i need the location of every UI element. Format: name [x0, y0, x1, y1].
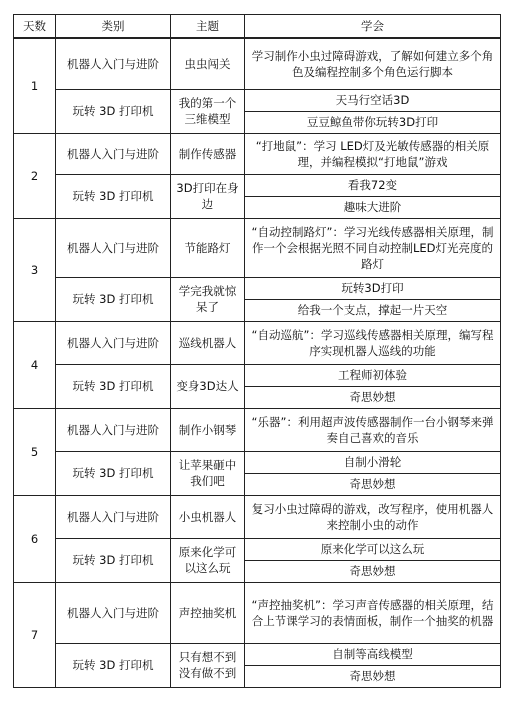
table-row — [14, 582, 501, 643]
topic-cell: 原来化学可以这么玩 — [171, 538, 245, 582]
learn-cell: “自动巡航”：学习巡线传感器相关原理，编写程序实现机器人巡线的功能 — [245, 321, 501, 364]
table-row — [14, 538, 501, 560]
table-row — [14, 451, 501, 473]
day-number-cell: 7 — [14, 582, 56, 687]
header-learn: 学会 — [245, 15, 501, 39]
learn-cell: 奇思妙想 — [245, 665, 501, 687]
category-cell: 机器人入门与进阶 — [56, 582, 171, 643]
day-number-cell: 6 — [14, 495, 56, 582]
day-number-cell: 5 — [14, 408, 56, 495]
table-row — [14, 408, 501, 451]
topic-cell: 只有想不到没有做不到 — [171, 643, 245, 687]
topic-cell: 节能路灯 — [171, 218, 245, 277]
day-number-cell: 1 — [14, 38, 56, 133]
header-day: 天数 — [14, 15, 56, 39]
header-category: 类别 — [56, 15, 171, 39]
learn-cell: 自制等高线模型 — [245, 643, 501, 665]
category-cell: 机器人入门与进阶 — [56, 321, 171, 364]
category-cell: 机器人入门与进阶 — [56, 218, 171, 277]
day-number-cell: 4 — [14, 321, 56, 408]
course-schedule-table — [13, 14, 501, 688]
table-row — [14, 364, 501, 386]
category-cell: 机器人入门与进阶 — [56, 133, 171, 174]
category-cell: 玩转 3D 打印机 — [56, 174, 171, 218]
table-row — [14, 133, 501, 174]
table-row — [14, 277, 501, 299]
learn-cell: 豆豆鲸鱼带你玩转3D打印 — [245, 111, 501, 133]
category-cell: 玩转 3D 打印机 — [56, 364, 171, 408]
category-cell: 机器人入门与进阶 — [56, 38, 171, 89]
table-row — [14, 174, 501, 196]
day-number-cell: 3 — [14, 218, 56, 321]
learn-cell: 工程师初体验 — [245, 364, 501, 386]
category-cell: 玩转 3D 打印机 — [56, 451, 171, 495]
learn-cell: “自动控制路灯”：学习光线传感器相关原理，制作一个会根据光照不同自动控制LED灯光亮度的路灯 — [245, 218, 501, 277]
topic-cell: 制作传感器 — [171, 133, 245, 174]
category-cell: 玩转 3D 打印机 — [56, 643, 171, 687]
category-cell: 玩转 3D 打印机 — [56, 89, 171, 133]
learn-cell: 奇思妙想 — [245, 560, 501, 582]
topic-cell: 变身3D达人 — [171, 364, 245, 408]
learn-cell: 学习制作小虫过障碍游戏，了解如何建立多个角色及编程控制多个角色运行脚本 — [245, 38, 501, 89]
header-row — [14, 15, 501, 39]
learn-cell: 看我72变 — [245, 174, 501, 196]
table-row — [14, 89, 501, 111]
table-row — [14, 321, 501, 364]
topic-cell: 虫虫闯关 — [171, 38, 245, 89]
category-cell: 机器人入门与进阶 — [56, 408, 171, 451]
day-number-cell: 2 — [14, 133, 56, 218]
learn-cell: 奇思妙想 — [245, 473, 501, 495]
learn-cell: 玩转3D打印 — [245, 277, 501, 299]
schedule-body — [14, 38, 501, 687]
topic-cell: 学完我就惊呆了 — [171, 277, 245, 321]
learn-cell: 天马行空话3D — [245, 89, 501, 111]
category-cell: 玩转 3D 打印机 — [56, 277, 171, 321]
table-row — [14, 38, 501, 89]
learn-cell: 趣味大进阶 — [245, 196, 501, 218]
learn-cell: 自制小滑轮 — [245, 451, 501, 473]
learn-cell: 奇思妙想 — [245, 386, 501, 408]
topic-cell: 我的第一个三维模型 — [171, 89, 245, 133]
header-topic: 主题 — [171, 15, 245, 39]
learn-cell: “乐器”：利用超声波传感器制作一台小钢琴来弹奏自己喜欢的音乐 — [245, 408, 501, 451]
topic-cell: 制作小钢琴 — [171, 408, 245, 451]
topic-cell: 让苹果砸中我们吧 — [171, 451, 245, 495]
learn-cell: “声控抽奖机”：学习声音传感器的相关原理，结合上节课学习的表情面板，制作一个抽奖的机器 — [245, 582, 501, 643]
table-row — [14, 643, 501, 665]
category-cell: 机器人入门与进阶 — [56, 495, 171, 538]
learn-cell: “打地鼠”：学习 LED灯及光敏传感器的相关原理，并编程模拟“打地鼠”游戏 — [245, 133, 501, 174]
learn-cell: 复习小虫过障碍的游戏，改写程序，使用机器人来控制小虫的动作 — [245, 495, 501, 538]
learn-cell: 给我一个支点，撑起一片天空 — [245, 299, 501, 321]
category-cell: 玩转 3D 打印机 — [56, 538, 171, 582]
topic-cell: 声控抽奖机 — [171, 582, 245, 643]
topic-cell: 巡线机器人 — [171, 321, 245, 364]
learn-cell: 原来化学可以这么玩 — [245, 538, 501, 560]
table-row — [14, 495, 501, 538]
topic-cell: 小虫机器人 — [171, 495, 245, 538]
topic-cell: 3D打印在身边 — [171, 174, 245, 218]
table-row — [14, 218, 501, 277]
